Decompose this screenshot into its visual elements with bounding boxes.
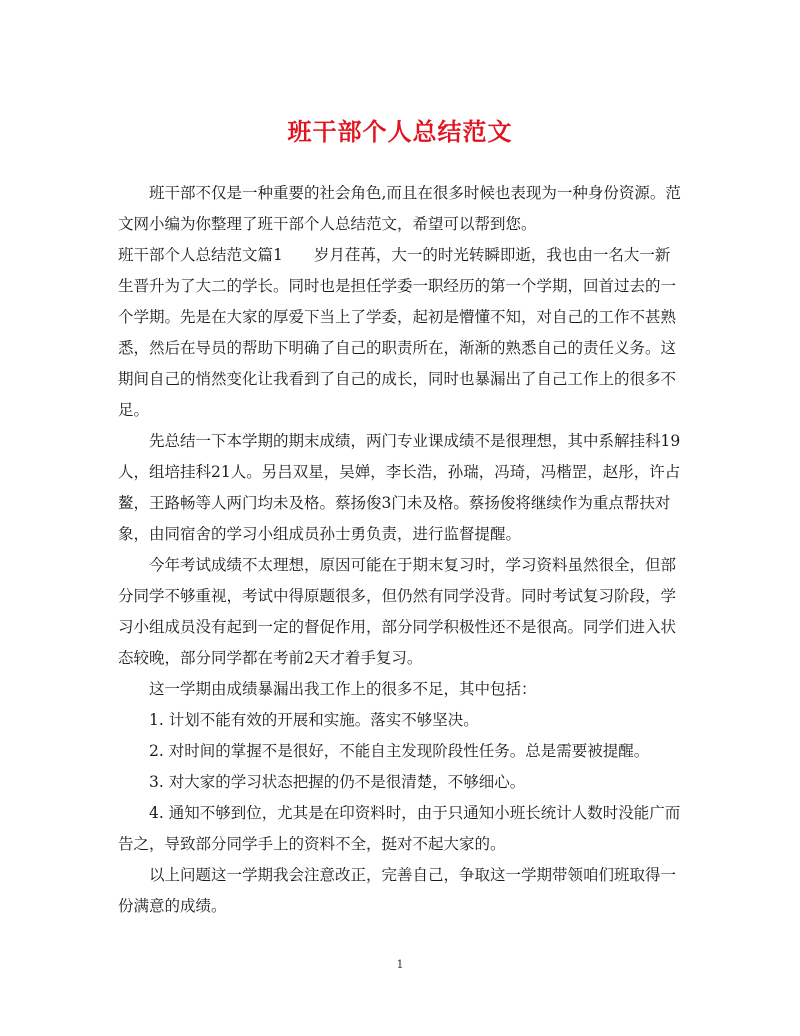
document-body xyxy=(118,178,684,922)
paragraph-intro: 班干部不仅是一种重要的社会角色,而且在很多时候也表现为一种身份资源。范文网小编为你整理了班干部个人总结范文，希望可以帮到您。 xyxy=(118,184,681,233)
list-item-4: 4. 通知不够到位，尤其是在印资料时，由于只通知小班长统计人数时没能广而告之，导致部分同学手上的资料不全，挺对不起大家的。 xyxy=(118,804,681,853)
paragraph-2: 先总结一下本学期的期末成绩，两门专业课成绩不是很理想，其中系解挂科19人，组培挂科21人。另吕双星，吴婵，李长浩，孙瑞，冯琦，冯楷罡，赵彤，许占鳌，王路畅等人两门均未及格。蔡扬俊3门未及格。蔡扬俊将继续作为重点帮扶对象，由同宿舍的学习小组成员孙士勇负责，进行监督提醒。 xyxy=(118,432,681,543)
document-title: 班干部个人总结范文 xyxy=(287,117,513,146)
list-item-2: 2. 对时间的掌握不是很好，不能自主发现阶段性任务。总是需要被提醒。 xyxy=(149,742,650,760)
paragraph-3: 今年考试成绩不太理想，原因可能在于期末复习时，学习资料虽然很全，但部分同学不够重视，考试中得原题很多，但仍然有同学没背。同时考试复习阶段，学习小组成员没有起到一定的督促作用，部分同学积极性还不是很高。同学们进入状态较晚，部分同学都在考前2天才着手复习。 xyxy=(118,556,677,667)
list-item-1: 1. 计划不能有效的开展和实施。落实不够坚决。 xyxy=(149,711,479,729)
paragraph-5: 以上问题这一学期我会注意改正，完善自己，争取这一学期带领咱们班取得一份满意的成绩。 xyxy=(118,866,677,915)
list-item-3: 3. 对大家的学习状态把握的仍不是很清楚，不够细心。 xyxy=(149,773,526,791)
page-number: 1 xyxy=(396,958,404,971)
paragraph-1: 班干部个人总结范文篇1 岁月荏苒，大一的时光转瞬即逝，我也由一名大一新生晋升为了大二的学长。同时也是担任学委一职经历的第一个学期，回首过去的一个学期。先是在大家的厚爱下当上了学委，起初是懵懂不知，对自己的工作不甚熟悉，然后在导员的帮助下明确了自己的职责所在，渐渐的熟悉自己的责任义务。这期间自己的悄然变化让我看到了自己的成长，同时也暴漏出了自己工作上的很多不足。 xyxy=(118,246,677,419)
paragraph-4: 这一学期由成绩暴漏出我工作上的很多不足，其中包括： xyxy=(149,680,537,698)
